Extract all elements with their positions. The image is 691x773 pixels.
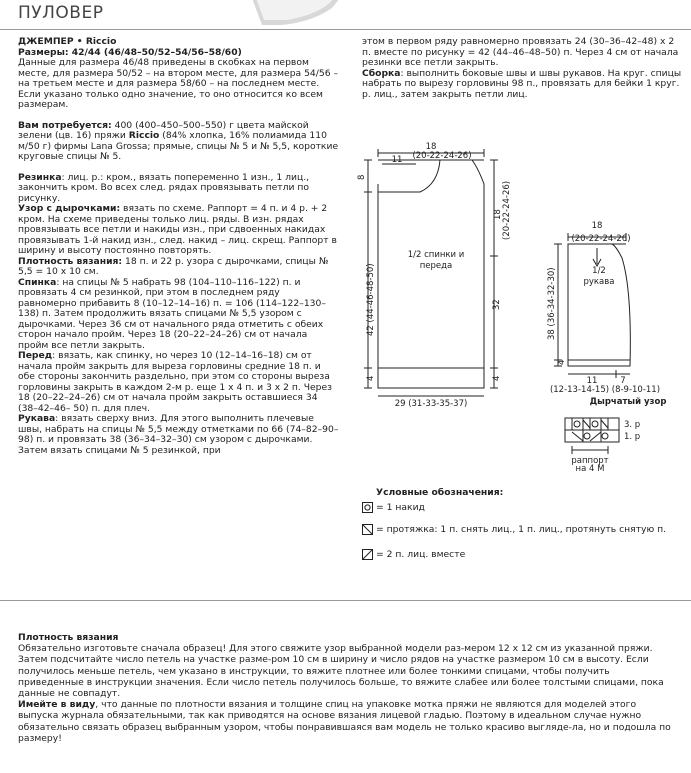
lace-chart-title: Дырчатый узор xyxy=(589,397,667,407)
schematic-diagram xyxy=(357,140,690,466)
gauge-note xyxy=(18,632,678,744)
section-divider xyxy=(0,600,691,601)
dim-rib-right: 4 xyxy=(492,375,502,381)
legend-k2tog xyxy=(362,549,687,560)
lace-label: Узор с дырочками: xyxy=(18,203,121,214)
dim-sleeve-height-value: 38 (36-34-32-30) xyxy=(547,267,557,340)
front-text: : вязать, как спинку, но через 10 (12–14–16–18) см от начала пройм закрыть для выреза горловины средние 18 п. и обе стороны закончить раздельно, при этом со стороны выреза горловины закрыть в каждом 2-м р. еще 1 x 4 п. и 3 x 2 п. Через 18 (20–22–24–26) см от начала пройм закрыть оставшиеся 34 (38–42–46– 50) п. для плеч. xyxy=(18,350,333,414)
materials-text-a: 400 (400–450–500–550) г цвета майской зелени (цв. 16) пряжи xyxy=(18,119,309,141)
chart-row-3: 3. р xyxy=(624,420,641,430)
dim-body-height-value: 42 (44-46-48-50) xyxy=(366,263,376,336)
yo-icon xyxy=(362,502,373,513)
instructions-left xyxy=(18,37,340,456)
rib-paragraph xyxy=(18,173,340,205)
dim-body-width-value: 29 (31-33-35-37) xyxy=(394,399,468,409)
repeat-label-2: на 4 М xyxy=(575,464,605,474)
materials-paragraph xyxy=(18,121,340,163)
sleeve-label-line1: 1/2 xyxy=(592,266,606,276)
repeat-label-1: раппорт xyxy=(571,456,609,466)
gauge-paragraph xyxy=(18,257,340,278)
body-label-line1: 1/2 спинки и xyxy=(407,250,465,260)
dim-body-top-sizes: (20-22-24-26) xyxy=(412,151,472,161)
legend-title: Условные обозначения: xyxy=(376,487,504,498)
dim-sleeve-top-sizes: (20-22-24-26) xyxy=(571,234,631,244)
sleeves-label: Рукава xyxy=(18,413,56,424)
dim-sleeve-bottom-2: 7 xyxy=(620,376,626,386)
psso-symbol xyxy=(583,420,590,428)
front-label: Перед xyxy=(18,350,53,361)
body-label-line2: переда xyxy=(419,261,453,271)
rib-label: Резинка xyxy=(18,171,62,183)
dim-rib-left: 4 xyxy=(366,375,376,381)
instructions-right xyxy=(362,37,684,100)
yarn-name: Riccio xyxy=(128,130,160,141)
legend xyxy=(362,487,687,571)
sleeves-continued: этом в первом ряду равномерно провязать 24 (30–36–42–48) x 2 п. вместе по рисунку = 42 (44–46–48–50) п. Через 4 см от начала резинки все петли закрыть. xyxy=(362,36,679,68)
gauge-note-warning xyxy=(18,699,678,744)
decorative-photo-edge xyxy=(252,0,342,28)
page-title: ПУЛОВЕР xyxy=(18,3,104,23)
legend-k2tog-text: = 2 п. лиц. вместе xyxy=(376,549,466,560)
dim-armhole-sizes: (20-22-24-26) xyxy=(502,180,512,240)
gauge-label: Плотность вязания: xyxy=(18,255,123,267)
page-header xyxy=(0,0,691,34)
chart-row-1: 1. р xyxy=(624,432,641,442)
model-title: ДЖЕМПЕР • Riccio xyxy=(18,36,117,47)
assembly-text: : выполнить боковые швы и швы рукавов. На круг. спицы набрать по вырезу горловины 98 п., провязать для бейки 1 круг. р. лиц., затем закрыть петли лиц. xyxy=(362,67,682,100)
lace-text: вязать по схеме. Раппорт = 4 п. и 4 р. + 2 кром. На схеме приведены только лиц. ряды. В изн. рядах провязывать все петли и накиды изн., при сдвоенных накидах провязывать 1-й накид изн., след. накид – лиц. скрещ. Раппорт в ширину и высоту постоянно повторять. xyxy=(18,203,337,256)
yo-symbol xyxy=(592,421,598,427)
yo-symbol xyxy=(574,421,580,427)
sleeve-label-line2: рукава xyxy=(583,277,615,287)
psso-symbol xyxy=(601,420,608,428)
dim-sleeve-top-value: 18 xyxy=(591,221,603,231)
gauge-note-text: Обязательно изготовьте сначала образец! Для этого свяжите узор выбранной модели раз-мером 12 x 12 см из указанной пряжи. Затем подсчитайте число петель на участке разме-ром 10 см в ширину и число рядов на участке размером 10 см в высоту. Если получилось меньше петель, чем указано в инструкции, то вяжите плотнее или более тонкими спицами, чтобы получить приведенные в инструкции значения. Если число петель получилось больше, то вяжите слабее или более толстыми спицами, пока данные не совпадут. xyxy=(18,643,664,700)
dim-sleeve-rib-value: 4 xyxy=(557,359,567,365)
warning-label: Имейте в виду xyxy=(18,699,96,711)
materials-text-b: (84% хлопка, 16% полиамида 110 м/50 г) фирмы Lana Grossa; прямые, спицы № 5 и № 5,5, короткие круговые спицы № 5. xyxy=(18,130,339,162)
yo-symbol xyxy=(584,433,590,439)
front-paragraph xyxy=(18,351,340,414)
dim-body-top-value: 18 xyxy=(425,142,437,152)
dim-side-value: 32 xyxy=(492,299,502,310)
k2tog-symbol xyxy=(590,432,601,441)
warning-text: , что данные по плотности вязания и толщине спиц на упаковке мотка пряжи не являются для моделей этого выпуска журнала обязательными, так как приводятся на основе вязания лицевой гладью. Поэтому в идеальном случае нужно обязательно связать образец выбранным узором, чтобы понравившаяся вам модель не только красиво выгляде-ла, но и подошла по размеру! xyxy=(18,699,671,744)
sizes-text: Данные для размера 46/48 приведены в скобках на первом месте, для размера 50/52 – на втором месте, для размера 54/56 – на третьем месте и для размера 58/60 – на последнем месте. Если указано только одно значение, то оно относится ко всем размерам. xyxy=(18,57,339,110)
sleeves-paragraph xyxy=(18,414,340,456)
back-text: : на спицы № 5 набрать 98 (104–110–116–122) п. и провязать 4 см резинкой, при этом в последнем ряду равномерно прибавить 8 (10–12–14–16) п. = 106 (114–122–130–138) п. Затем продолжить вязать спицами № 5,5 узором с дырочками. Через 36 см от начального ряда отметить с обеих сторон начало пройм. Через 18 (20–22–24–26) см от начала пройм все петли закрыть. xyxy=(18,276,326,351)
lace-paragraph xyxy=(18,204,340,257)
dim-neck-value: 11 xyxy=(391,155,403,165)
legend-yo-text: = 1 накид xyxy=(376,502,425,513)
k2tog-icon xyxy=(362,549,373,560)
gauge-note-title: Плотность вязания xyxy=(18,632,119,643)
sleeves-text: : вязать сверху вниз. Для этого выполнить плечевые швы, набрать на спицы № 5,5 между отметками по 66 (74–82–90–98) п. и провязать 38 (36–34–32–30) см узором с дырочками. Затем вязать спицами № 5 резинкой, при xyxy=(18,413,339,456)
dim-sleeve-bottom-1: 11 xyxy=(586,376,598,386)
psso-symbol xyxy=(572,432,583,441)
assembly-label: Сборка xyxy=(362,67,401,79)
legend-psso-text: = протяжка: 1 п. снять лиц., 1 п. лиц., протянуть снятую п. xyxy=(376,524,667,535)
sizes-title: Размеры: 42/44 (46/48–50/52–54/56–58/60) xyxy=(18,46,242,58)
back-paragraph xyxy=(18,278,340,352)
gauge-text: 18 п. и 22 р. узора с дырочками, спицы № 5,5 = 10 x 10 см. xyxy=(18,255,329,277)
dim-armhole-value: 18 xyxy=(493,209,503,220)
materials-label: Вам потребуется: xyxy=(18,119,112,131)
body-outline xyxy=(378,160,484,388)
header-divider xyxy=(0,29,691,30)
dim-sleeve-bottom-sizes: (12-13-14-15) (8-9-10-11) xyxy=(549,385,661,395)
rib-text: : лиц. р.: кром., вязать попеременно 1 изн., 1 лиц., закончить кром. Во всех след. рядах провязывать петли по рисунку. xyxy=(18,171,310,204)
assembly-paragraph xyxy=(362,69,684,101)
legend-yo xyxy=(362,502,687,513)
yo-symbol xyxy=(602,433,608,439)
dim-neck-depth-value: 8 xyxy=(357,174,367,180)
back-label: Спинка xyxy=(18,276,57,288)
legend-psso xyxy=(362,524,687,535)
psso-icon xyxy=(362,524,373,535)
